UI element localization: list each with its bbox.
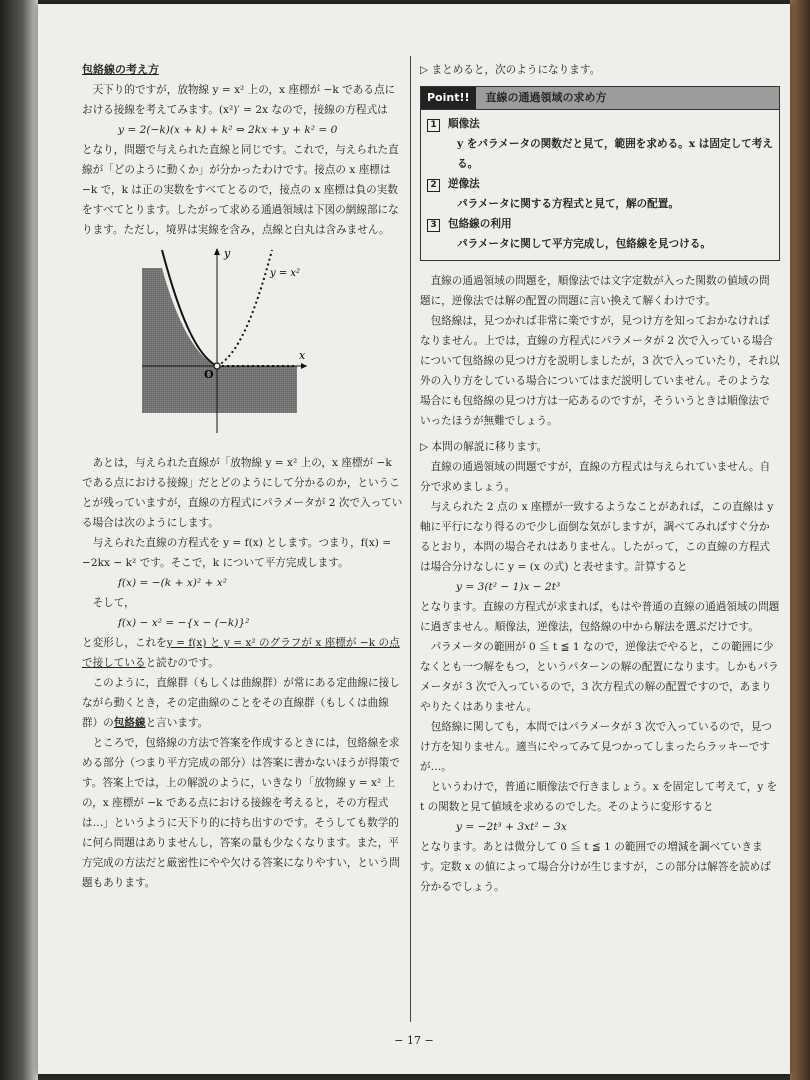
paragraph: 与えられた 2 点の x 座標が一致するようなことがあれば，この直線は y 軸に平行になり得るので少し面倒な気がしますが，調べてみればすぐ分かるとおり，本問の場合それはありません。したがって，この直線の方程式は場合分けなしに y = (x の式) と表せます。計算すると (420, 501, 774, 573)
formula: y = 2(−k)(x + k) + k² ⇔ 2kx + y + k² = 0 (118, 124, 338, 136)
paragraph: パラメータの範囲が 0 ≦ t ≦ 1 なので，逆像法でやると，この範囲に少なくとも一つ解をもつ，というパターンの解の配置になります。しかもパラメータが 3 次で入っているので，3 次方程式の解の配置ですので，あまりやりたくはありません。 (420, 641, 779, 713)
parabola-right (217, 250, 272, 366)
paragraph: というわけで，普通に順像法で行きましょう。x を固定して考えて，y を t の関数と見て値域を求めるのでした。そのように変形すると (420, 781, 778, 813)
point-item (427, 114, 773, 174)
item-desc: パラメータに関する方程式と見て，解の配置。 (457, 198, 679, 210)
summary-intro: ▷ まとめると，次のようになります。 (420, 64, 601, 76)
paragraph: 与えられた直線の方程式を y = f(x) とします。つまり，f(x) = −2kx − k² です。そこで，k について平方完成します。 (82, 537, 392, 569)
document-page (38, 4, 790, 1074)
y-label: y (224, 248, 231, 260)
point-body (421, 110, 779, 260)
text-run: と読むのです。 (145, 657, 219, 669)
right-column (420, 60, 780, 897)
region-graph (142, 248, 404, 445)
paragraph: 直線の通過領域の問題を，順像法では文字定数が入った関数の値域の問題に，逆像法では解の配置の問題に言い換えて解くわけです。 (420, 275, 770, 307)
column-divider (410, 56, 411, 1022)
curve-label: y = x² (270, 268, 301, 279)
point-tag: Point!! (421, 87, 476, 109)
y-arrow (214, 248, 220, 255)
point-item (427, 174, 773, 214)
formula: f(x) = −(k + x)² + x² (118, 577, 227, 589)
item-title: 順像法 (448, 118, 480, 130)
paragraph (82, 673, 404, 733)
graph-svg (142, 248, 322, 438)
paragraph: となり，問題で与えられた直線と同じです。これで，与えられた直線が「どのように動くか」が分かったわけです。接点の x 座標は −k で，k は正の実数をすべてとるので，接点の x 座標は負の実数をすべてとります。したがって求める通過領域は下図の網線部になります。ただし，境界は実線を含み，点線と白丸は含みません。 (82, 144, 399, 236)
paragraph: 包絡線に関しても，本問ではパラメータが 3 次で入っているので，見つけ方を知りません。適当にやってみて見つかってしまったらラッキーですが…。 (420, 721, 772, 773)
paragraph: 天下り的ですが，放物線 y = x² 上の，x 座標が −k である点における接線を考えてみます。(x²)′ = 2x なので，接線の方程式は (82, 84, 396, 116)
page-number: − 17 − (394, 1034, 434, 1047)
paragraph: 包絡線は，見つかれば非常に楽ですが，見つけ方を知っておかなければなりません。上では，直線の方程式にパラメータが 2 次で入っている場合について包絡線の見つけ方を説明しましたが，3 次で入っていたり，それ以外の入り方をしている場合についてはまだ説明していません。そのような場合にも包絡線の見つけ方は一応あるのですが，そういうときは順像法でいったほうが無難でしょう。 (420, 315, 780, 427)
paragraph: あとは，与えられた直線が「放物線 y = x² 上の，x 座標が −k である点における接線」だとどのようにして分かるのか，ということが残っていますが，直線の方程式にパラメータが 2 次で入っている場合は次のようにします。 (82, 457, 403, 529)
x-label: x (299, 349, 306, 362)
paragraph: となります。あとは微分して 0 ≦ t ≦ 1 の範囲での増減を調べていきます。定数 x の値によって場合分けが生じますが，この部分は解答を読めば分かるでしょう。 (420, 841, 771, 893)
item-desc: y をパラメータの関数だと見て，範囲を求める。x は固定して考える。 (457, 138, 773, 170)
origin-open-circle (214, 363, 220, 369)
binding-shadow (0, 0, 38, 1080)
item-number: 1 (427, 119, 440, 132)
paragraph (82, 633, 404, 673)
x-arrow (301, 363, 307, 369)
text-run: と変形し，これを (82, 637, 167, 649)
table-edge (790, 0, 810, 1080)
item-number: 2 (427, 179, 440, 192)
paragraph: 直線の通過領域の問題ですが，直線の方程式は与えられていません。自分で求めましょう。 (420, 461, 771, 493)
section-intro: ▷ 本問の解説に移ります。 (420, 441, 548, 453)
item-title: 逆像法 (448, 178, 480, 190)
paragraph: ところで，包絡線の方法で答案を作成するときには，包絡線を求める部分（つまり平方完成の部分）は答案に書かないほうが得策です。答案上では，上の解説のように，いきなり「放物線 y = x² 上の，x 座標が −k である点における接線を考えると，その方程式は…」というように天下り的に持ち出すのです。そうしても数学的に何ら問題はありませんし，答案の量も少なくなります。また，平方完成の方法だと厳密性にやや欠ける答案になりやすい，という問題もあります。 (82, 737, 400, 889)
section-heading: 包絡線の考え方 (82, 63, 159, 76)
formula: y = 3(t² − 1)x − 2t³ (456, 581, 561, 593)
underlined-text: y = f(x) と y = x² のグラフが x 座標が −k の点で接している (82, 637, 400, 669)
paragraph: そして， (92, 597, 135, 609)
point-title: 直線の通過領域の求め方 (485, 91, 607, 104)
point-item (427, 214, 773, 254)
origin-label: O (204, 368, 214, 381)
left-column (82, 60, 404, 893)
text-run: このように，直線群（もしくは曲線群）が常にある定曲線に接しながら動くとき，その定曲線のことをその直線群（もしくは曲線群）の (82, 677, 400, 729)
paragraph: となります。直線の方程式が求まれば，もはや普通の直線の通過領域の問題に過ぎません。順像法，逆像法，包絡線の中から解法を選ぶだけです。 (420, 601, 780, 633)
point-header (421, 87, 779, 110)
point-box (420, 86, 780, 261)
item-title: 包絡線の利用 (448, 218, 512, 230)
formula: y = −2t³ + 3xt² − 3x (456, 821, 567, 833)
item-number: 3 (427, 219, 440, 232)
shaded-region (142, 268, 297, 413)
formula: f(x) − x² = −{x − (−k)}² (118, 617, 250, 629)
term-envelope: 包絡線 (113, 717, 146, 729)
item-desc: パラメータに関して平方完成し，包絡線を見つける。 (457, 238, 711, 250)
text-run: と言います。 (145, 717, 209, 729)
